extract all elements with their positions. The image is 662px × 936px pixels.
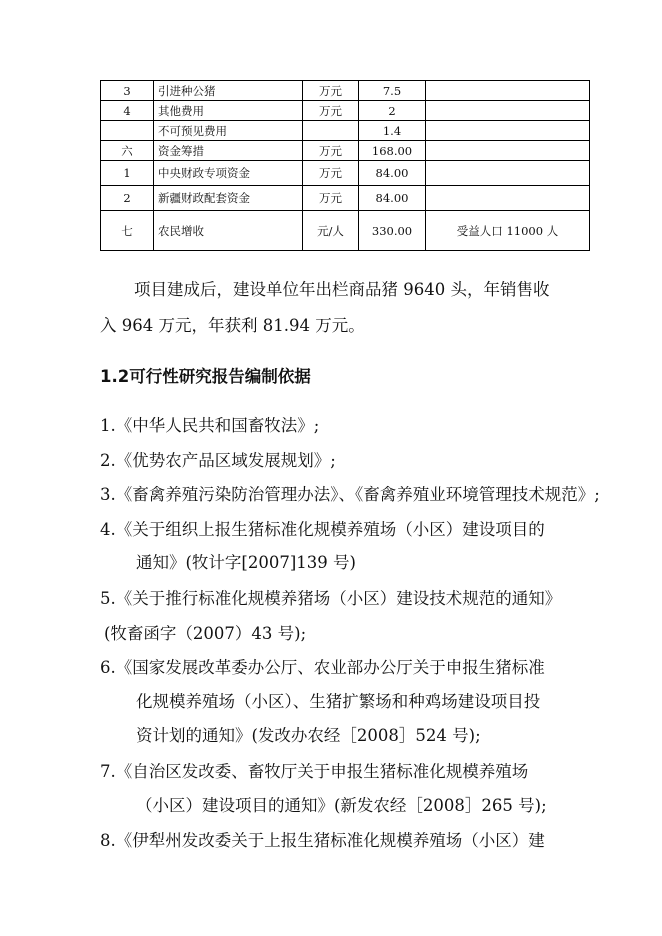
reference-item-continued: 化规模养殖场（小区）、生猪扩繁场和种鸡场建设项目投 [136, 692, 541, 711]
reference-item: 6.《国家发展改革委办公厅、农业部办公厅关于申报生猪标准 [100, 658, 545, 677]
cell-amount: 2 [359, 101, 426, 121]
cell-amount: 84.00 [359, 186, 426, 211]
cell-item: 农民增收 [154, 211, 303, 251]
cell-no [101, 121, 154, 141]
cell-item: 新疆财政配套资金 [154, 186, 303, 211]
cell-note [426, 186, 590, 211]
cell-amount: 168.00 [359, 141, 426, 161]
cell-item: 不可预见费用 [154, 121, 303, 141]
cell-no: 4 [101, 101, 154, 121]
cell-amount: 330.00 [359, 211, 426, 251]
table-row [101, 161, 590, 186]
table-row [101, 186, 590, 211]
reference-item-continued: 资计划的通知》(发改办农经［2008］524 号); [136, 726, 481, 745]
cell-note [426, 81, 590, 101]
cell-no: 六 [101, 141, 154, 161]
reference-item-continued: (牧畜函字（2007）43 号); [104, 624, 307, 643]
cell-amount: 84.00 [359, 161, 426, 186]
cell-no: 2 [101, 186, 154, 211]
reference-item: 7.《自治区发改委、畜牧厅关于申报生猪标准化规模养殖场 [100, 762, 529, 781]
cell-unit: 万元 [303, 81, 359, 101]
reference-item: 8.《伊犁州发改委关于上报生猪标准化规模养殖场（小区）建 [100, 831, 545, 850]
cell-unit [303, 121, 359, 141]
cell-amount: 1.4 [359, 121, 426, 141]
cell-unit: 万元 [303, 186, 359, 211]
table-row [101, 211, 590, 251]
table-row [101, 101, 590, 121]
cell-note [426, 121, 590, 141]
cell-item: 其他费用 [154, 101, 303, 121]
cell-no: 1 [101, 161, 154, 186]
reference-item: 1.《中华人民共和国畜牧法》; [100, 416, 320, 435]
cell-unit: 万元 [303, 161, 359, 186]
section-heading: 1.2可行性研究报告编制依据 [100, 367, 311, 386]
paragraph-line: 项目建成后，建设单位年出栏商品猪 9640 头，年销售收 [134, 280, 550, 299]
cell-unit: 万元 [303, 101, 359, 121]
table-row [101, 81, 590, 101]
reference-item-continued: （小区）建设项目的通知》(新发农经［2008］265 号); [136, 796, 547, 815]
reference-item: 5.《关于推行标准化规模养猪场（小区）建设技术规范的通知》 [100, 589, 562, 608]
summary-paragraph [100, 272, 600, 344]
table-row [101, 141, 590, 161]
cell-note [426, 141, 590, 161]
cell-item: 中央财政专项资金 [154, 161, 303, 186]
cell-item: 资金筹措 [154, 141, 303, 161]
reference-item: 2.《优势农产品区域发展规划》; [100, 451, 336, 470]
cell-no: 3 [101, 81, 154, 101]
cell-item: 引进种公猪 [154, 81, 303, 101]
budget-table [100, 80, 590, 251]
table-row [101, 121, 590, 141]
cell-unit: 万元 [303, 141, 359, 161]
reference-item-continued: 通知》(牧计字[2007]139 号) [136, 553, 356, 572]
cell-amount: 7.5 [359, 81, 426, 101]
paragraph-line: 入 964 万元，年获利 81.94 万元。 [100, 316, 365, 335]
cell-no: 七 [101, 211, 154, 251]
reference-item: 4.《关于组织上报生猪标准化规模养殖场（小区）建设项目的 [100, 520, 545, 539]
reference-item: 3.《畜禽养殖污染防治管理办法》、《畜禽养殖业环境管理技术规范》; [100, 485, 600, 504]
cell-note [426, 161, 590, 186]
cell-note [426, 101, 590, 121]
cell-unit: 元/人 [303, 211, 359, 251]
cell-note: 受益人口 11000 人 [426, 211, 590, 251]
